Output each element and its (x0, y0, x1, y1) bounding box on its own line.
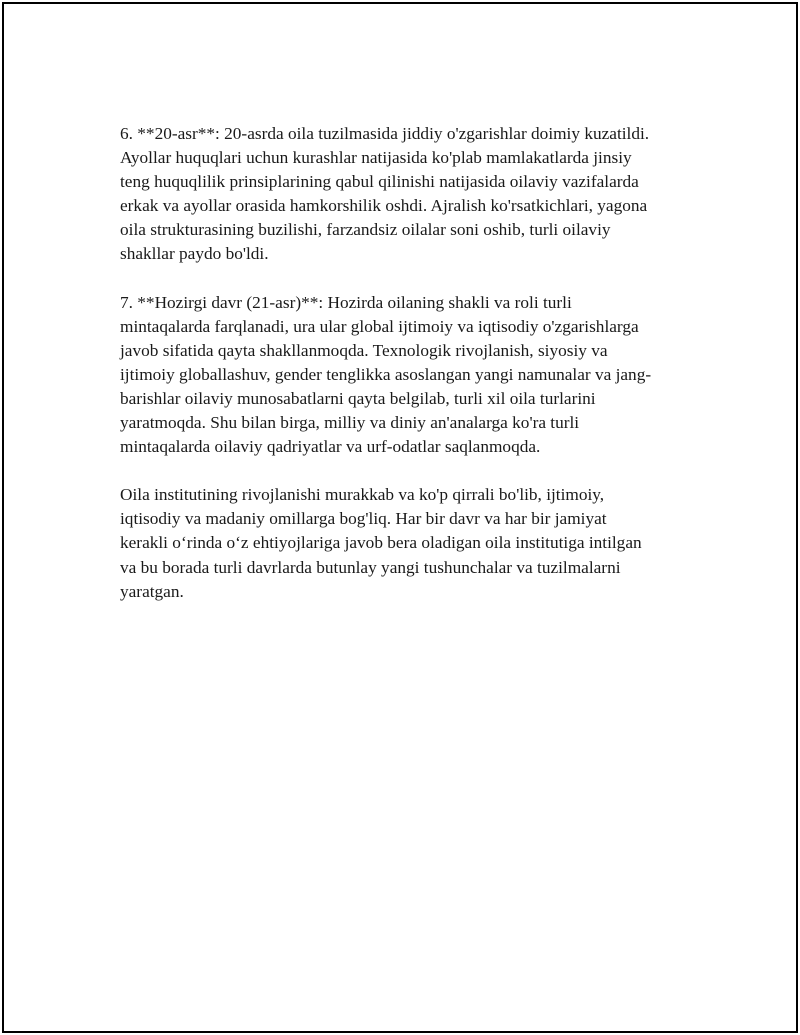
paragraph-line: iqtisodiy va madaniy omillarga bog'liq. Har bir davr va har bir jamiyat (120, 509, 607, 529)
paragraph-line: barishlar oilaviy munosabatlarni qayta belgilab, turli xil oila turlarini (120, 388, 596, 408)
paragraph-line: Ayollar huquqlari uchun kurashlar natijasida ko'plab mamlakatlarda jinsiy (120, 148, 632, 168)
paragraph-line: mintaqalarda oilaviy qadriyatlar va urf-odatlar saqlanmoqda. (120, 437, 541, 457)
document-page (2, 2, 798, 1033)
paragraph-current-era (120, 291, 690, 460)
paragraph-line: mintaqalarda farqlanadi, ura ular global ijtimoiy va iqtisodiy o'zgarishlarga (120, 316, 639, 336)
paragraph-line: teng huquqlilik prinsiplarining qabul qilinishi natijasida oilaviy vazifalarda (120, 172, 639, 192)
paragraph-line: yaratgan. (120, 581, 184, 601)
paragraph-conclusion (120, 483, 690, 603)
paragraph-line: va bu borada turli davrlarda butunlay yangi tushunchalar va tuzilmalarni (120, 557, 621, 577)
paragraph-line: yaratmoqda. Shu bilan birga, milliy va diniy an'analarga ko'ra turli (120, 413, 580, 433)
document-body (120, 122, 690, 628)
paragraph-line: erkak va ayollar orasida hamkorshilik oshdi. Ajralish ko'rsatkichlari, yagona (120, 196, 648, 216)
paragraph-line: oila strukturasining buzilishi, farzandsiz oilalar soni oshib, turli oilaviy (120, 220, 611, 240)
paragraph-line: shakllar paydo bo'ldi. (120, 244, 269, 264)
paragraph-line: ijtimoiy globallashuv, gender tenglikka asoslangan yangi namunalar va jang- (120, 364, 652, 384)
paragraph-line: Oila institutining rivojlanishi murakkab va ko'p qirrali bo'lib, ijtimoiy, (120, 485, 605, 505)
paragraph-line: kerakli o‘rinda o‘z ehtiyojlariga javob bera oladigan oila institutiga intilgan (120, 533, 642, 553)
paragraph-20th-century (120, 122, 690, 267)
paragraph-line: 6. **20-asr**: 20-asrda oila tuzilmasida jiddiy o'zgarishlar doimiy kuzatildi. (120, 124, 650, 143)
paragraph-line: 7. **Hozirgi davr (21-asr)**: Hozirda oilaning shakli va roli turli (120, 292, 572, 312)
paragraph-line: javob sifatida qayta shakllanmoqda. Texnologik rivojlanish, siyosiy va (120, 340, 608, 360)
